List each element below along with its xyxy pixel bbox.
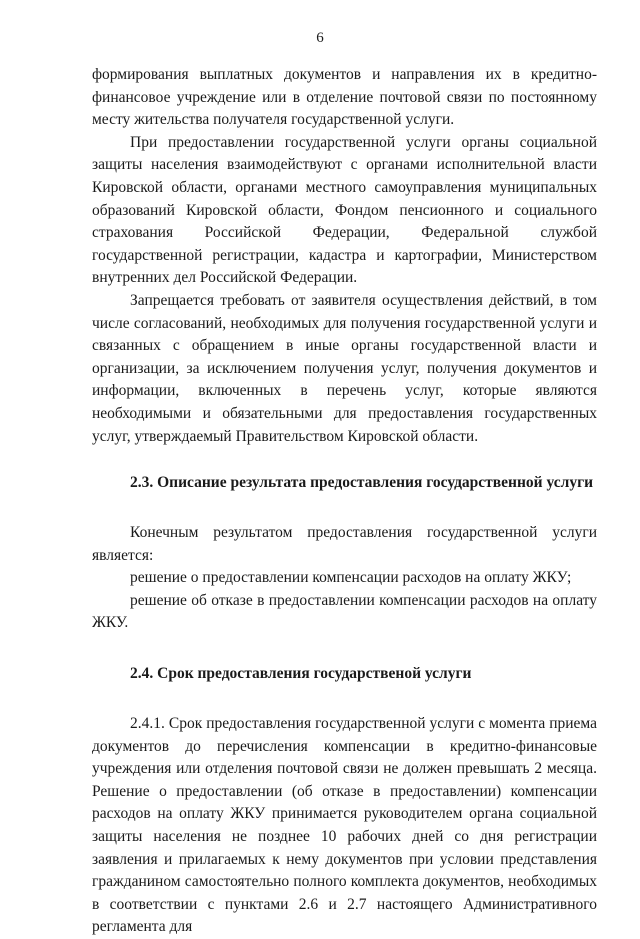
page-number: 6 <box>316 30 324 46</box>
paragraph-prohibition: Запрещается требовать от заявителя осуществления действий, в том числе согласований, необходимых для получения государственной услуги и связанных с обращением в иные органы государственной власти и организации, за исключением получения услуг, получения документов и информации, включенных в перечень услуг, которые являются необходимыми и обязательными для предоставления государственных услуг, утверждаемый Правительством Кировской области. <box>92 291 597 445</box>
paragraph-interaction: При предоставлении государственной услуги органы социальной защиты населения взаимодействуют с органами исполнительной власти Кировской области, органами местного самоуправления муниципальных образований Кировской области, Фондом пенсионного и социального страхования Российской Федерации, Федеральной службой государственной регистрации, кадастра и картографии, Министерством внутренних дел Российской Федерации. <box>92 133 597 287</box>
document-body <box>92 64 597 939</box>
paragraph-result-intro: Конечным результатом предоставления государственной услуги является: <box>92 524 597 564</box>
heading-section-2-3: 2.3. Описание результата предоставления государственной услуги <box>130 474 594 492</box>
paragraph-payment-documents: формирования выплатных документов и направления их в кредитно-финансовое учреждение или в отделение почтовой связи по постоянному месту жительства получателя государственной услуги. <box>92 66 597 129</box>
paragraph-term: 2.4.1. Срок предоставления государственной услуги с момента приема документов до перечисления компенсации в кредитно-финансовые учреждения или отделения почтовой связи не должен превышать 2 месяца. Решение о предоставлении (об отказе в предоставлении) компенсации расходов на оплату ЖКУ принимается руководителем органа социальной защиты населения не позднее 10 рабочих дней со дня регистрации заявления и прилагаемых к нему документов при условии представления гражданином самостоятельно полного комплекта документов, необходимых в соответствии с пунктами 2.6 и 2.7 настоящего Административного регламента для <box>92 715 597 936</box>
paragraph-result-approval: решение о предоставлении компенсации расходов на оплату ЖКУ; <box>130 569 572 587</box>
heading-section-2-4: 2.4. Срок предоставления государственой услуги <box>130 665 472 683</box>
paragraph-result-refusal: решение об отказе в предоставлении компенсации расходов на оплату ЖКУ. <box>92 591 597 632</box>
